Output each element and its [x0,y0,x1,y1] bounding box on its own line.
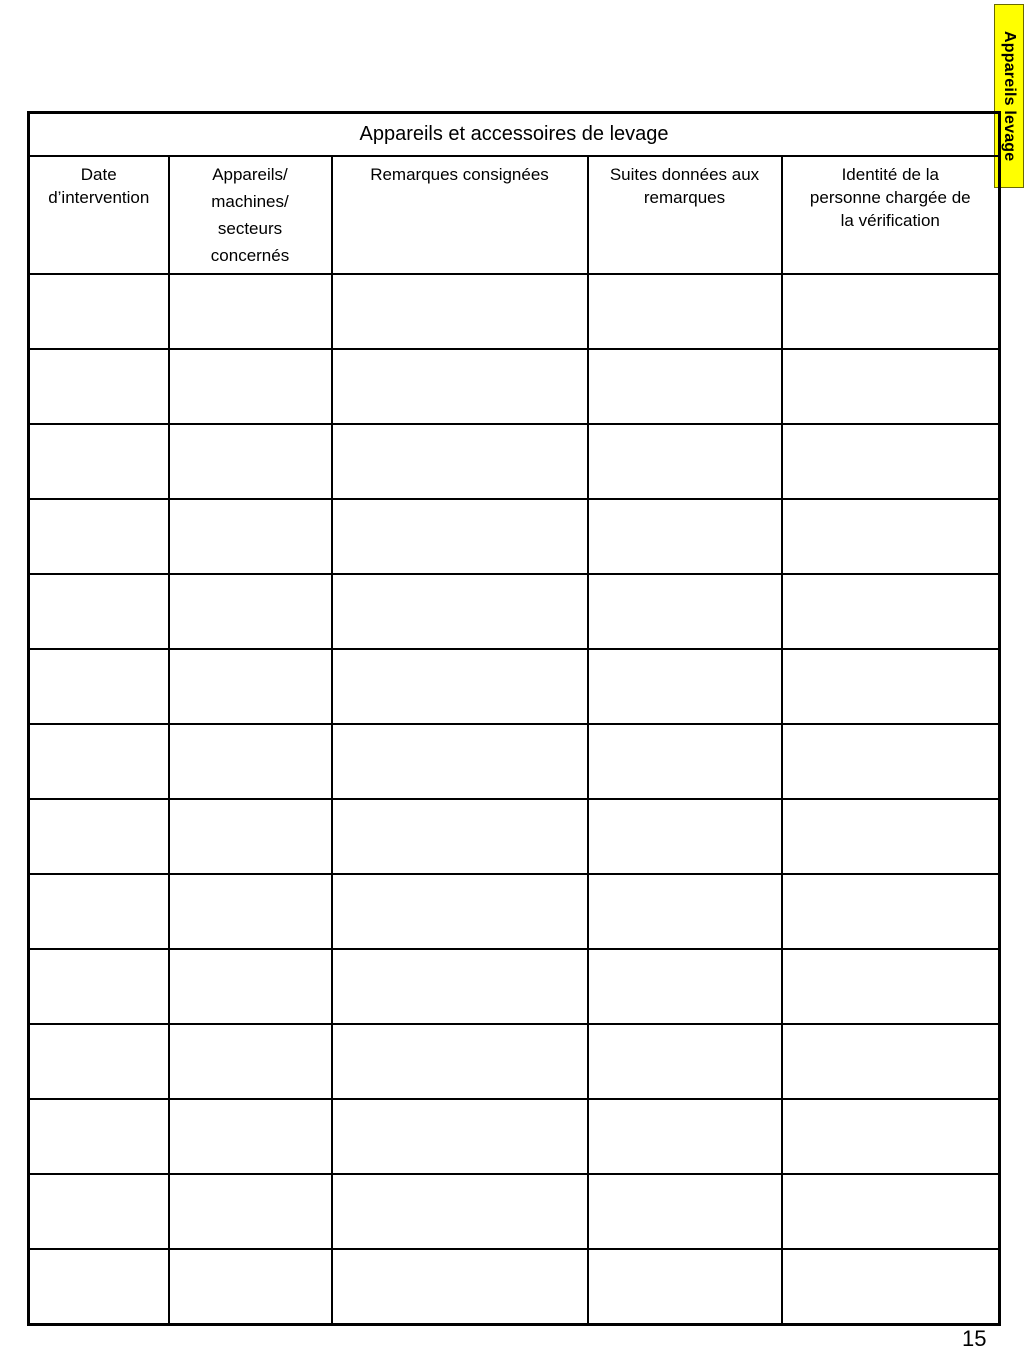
inspector-cell [782,349,1000,424]
equipment-cell [169,874,332,949]
table-row [29,349,1000,424]
follow-up-cell [588,799,782,874]
equipment-cell [169,574,332,649]
equipment-cell [169,799,332,874]
equipment-cell [169,724,332,799]
equipment-cell [169,1249,332,1325]
header-follow-up [588,156,782,274]
remarks-cell [332,1099,588,1174]
follow-up-cell [588,1249,782,1325]
inspector-cell [782,424,1000,499]
date-cell [29,1099,169,1174]
header-remarks [332,156,588,274]
header-equipment [169,156,332,274]
table-title: Appareils et accessoires de levage [29,113,1000,157]
date-cell [29,799,169,874]
follow-up-cell [588,724,782,799]
equipment-cell [169,1174,332,1249]
inspector-cell [782,574,1000,649]
table-row [29,874,1000,949]
follow-up-cell [588,1099,782,1174]
equipment-cell [169,949,332,1024]
date-cell [29,274,169,349]
header-follow-up-label: Suites données aux remarques [609,165,760,207]
remarks-cell [332,1024,588,1099]
table-row [29,1174,1000,1249]
inspector-cell [782,274,1000,349]
date-cell [29,349,169,424]
remarks-cell [332,349,588,424]
table-row [29,1099,1000,1174]
remarks-cell [332,424,588,499]
remarks-cell [332,1174,588,1249]
date-cell [29,499,169,574]
inspector-cell [782,949,1000,1024]
equipment-cell [169,274,332,349]
table-body [29,274,1000,1325]
remarks-cell [332,499,588,574]
remarks-cell [332,949,588,1024]
date-cell [29,424,169,499]
follow-up-cell [588,949,782,1024]
header-equipment-label: Appareils/ machines/ secteurs concernés [210,165,290,265]
inspector-cell [782,649,1000,724]
inspector-cell [782,874,1000,949]
page-number: 15 [962,1326,987,1351]
header-date [29,156,169,274]
equipment-cell [169,1024,332,1099]
follow-up-cell [588,499,782,574]
equipment-cell [169,499,332,574]
inspector-cell [782,1024,1000,1099]
follow-up-cell [588,574,782,649]
remarks-cell [332,799,588,874]
remarks-cell [332,649,588,724]
date-cell [29,649,169,724]
remarks-cell [332,874,588,949]
section-tab-label: Appareils levage [1001,30,1018,162]
equipment-cell [169,1099,332,1174]
date-cell [29,1024,169,1099]
date-cell [29,1174,169,1249]
inspector-cell [782,799,1000,874]
inspector-cell [782,1249,1000,1325]
follow-up-cell [588,274,782,349]
remarks-cell [332,574,588,649]
lifting-equipment-register-table [27,111,1001,1326]
table-row [29,799,1000,874]
date-cell [29,1249,169,1325]
table-row [29,1249,1000,1325]
date-cell [29,949,169,1024]
follow-up-cell [588,1024,782,1099]
equipment-cell [169,424,332,499]
inspector-cell [782,724,1000,799]
table-row [29,949,1000,1024]
table-title-row [29,113,1000,157]
table-row [29,424,1000,499]
remarks-cell [332,274,588,349]
table-row [29,649,1000,724]
equipment-cell [169,349,332,424]
table-row [29,499,1000,574]
header-inspector-label: Identité de la personne chargée de la vérification [809,165,971,230]
inspector-cell [782,499,1000,574]
table-row [29,274,1000,349]
inspector-cell [782,1099,1000,1174]
equipment-cell [169,649,332,724]
remarks-cell [332,1249,588,1325]
header-remarks-label: Remarques consignées [370,165,549,184]
table-row [29,574,1000,649]
date-cell [29,874,169,949]
header-inspector [782,156,1000,274]
follow-up-cell [588,349,782,424]
follow-up-cell [588,1174,782,1249]
table-row [29,724,1000,799]
follow-up-cell [588,649,782,724]
header-date-label: Date d’intervention [48,165,150,207]
follow-up-cell [588,424,782,499]
inspector-cell [782,1174,1000,1249]
follow-up-cell [588,874,782,949]
date-cell [29,574,169,649]
table-row [29,1024,1000,1099]
date-cell [29,724,169,799]
remarks-cell [332,724,588,799]
table-header-row [29,156,1000,274]
